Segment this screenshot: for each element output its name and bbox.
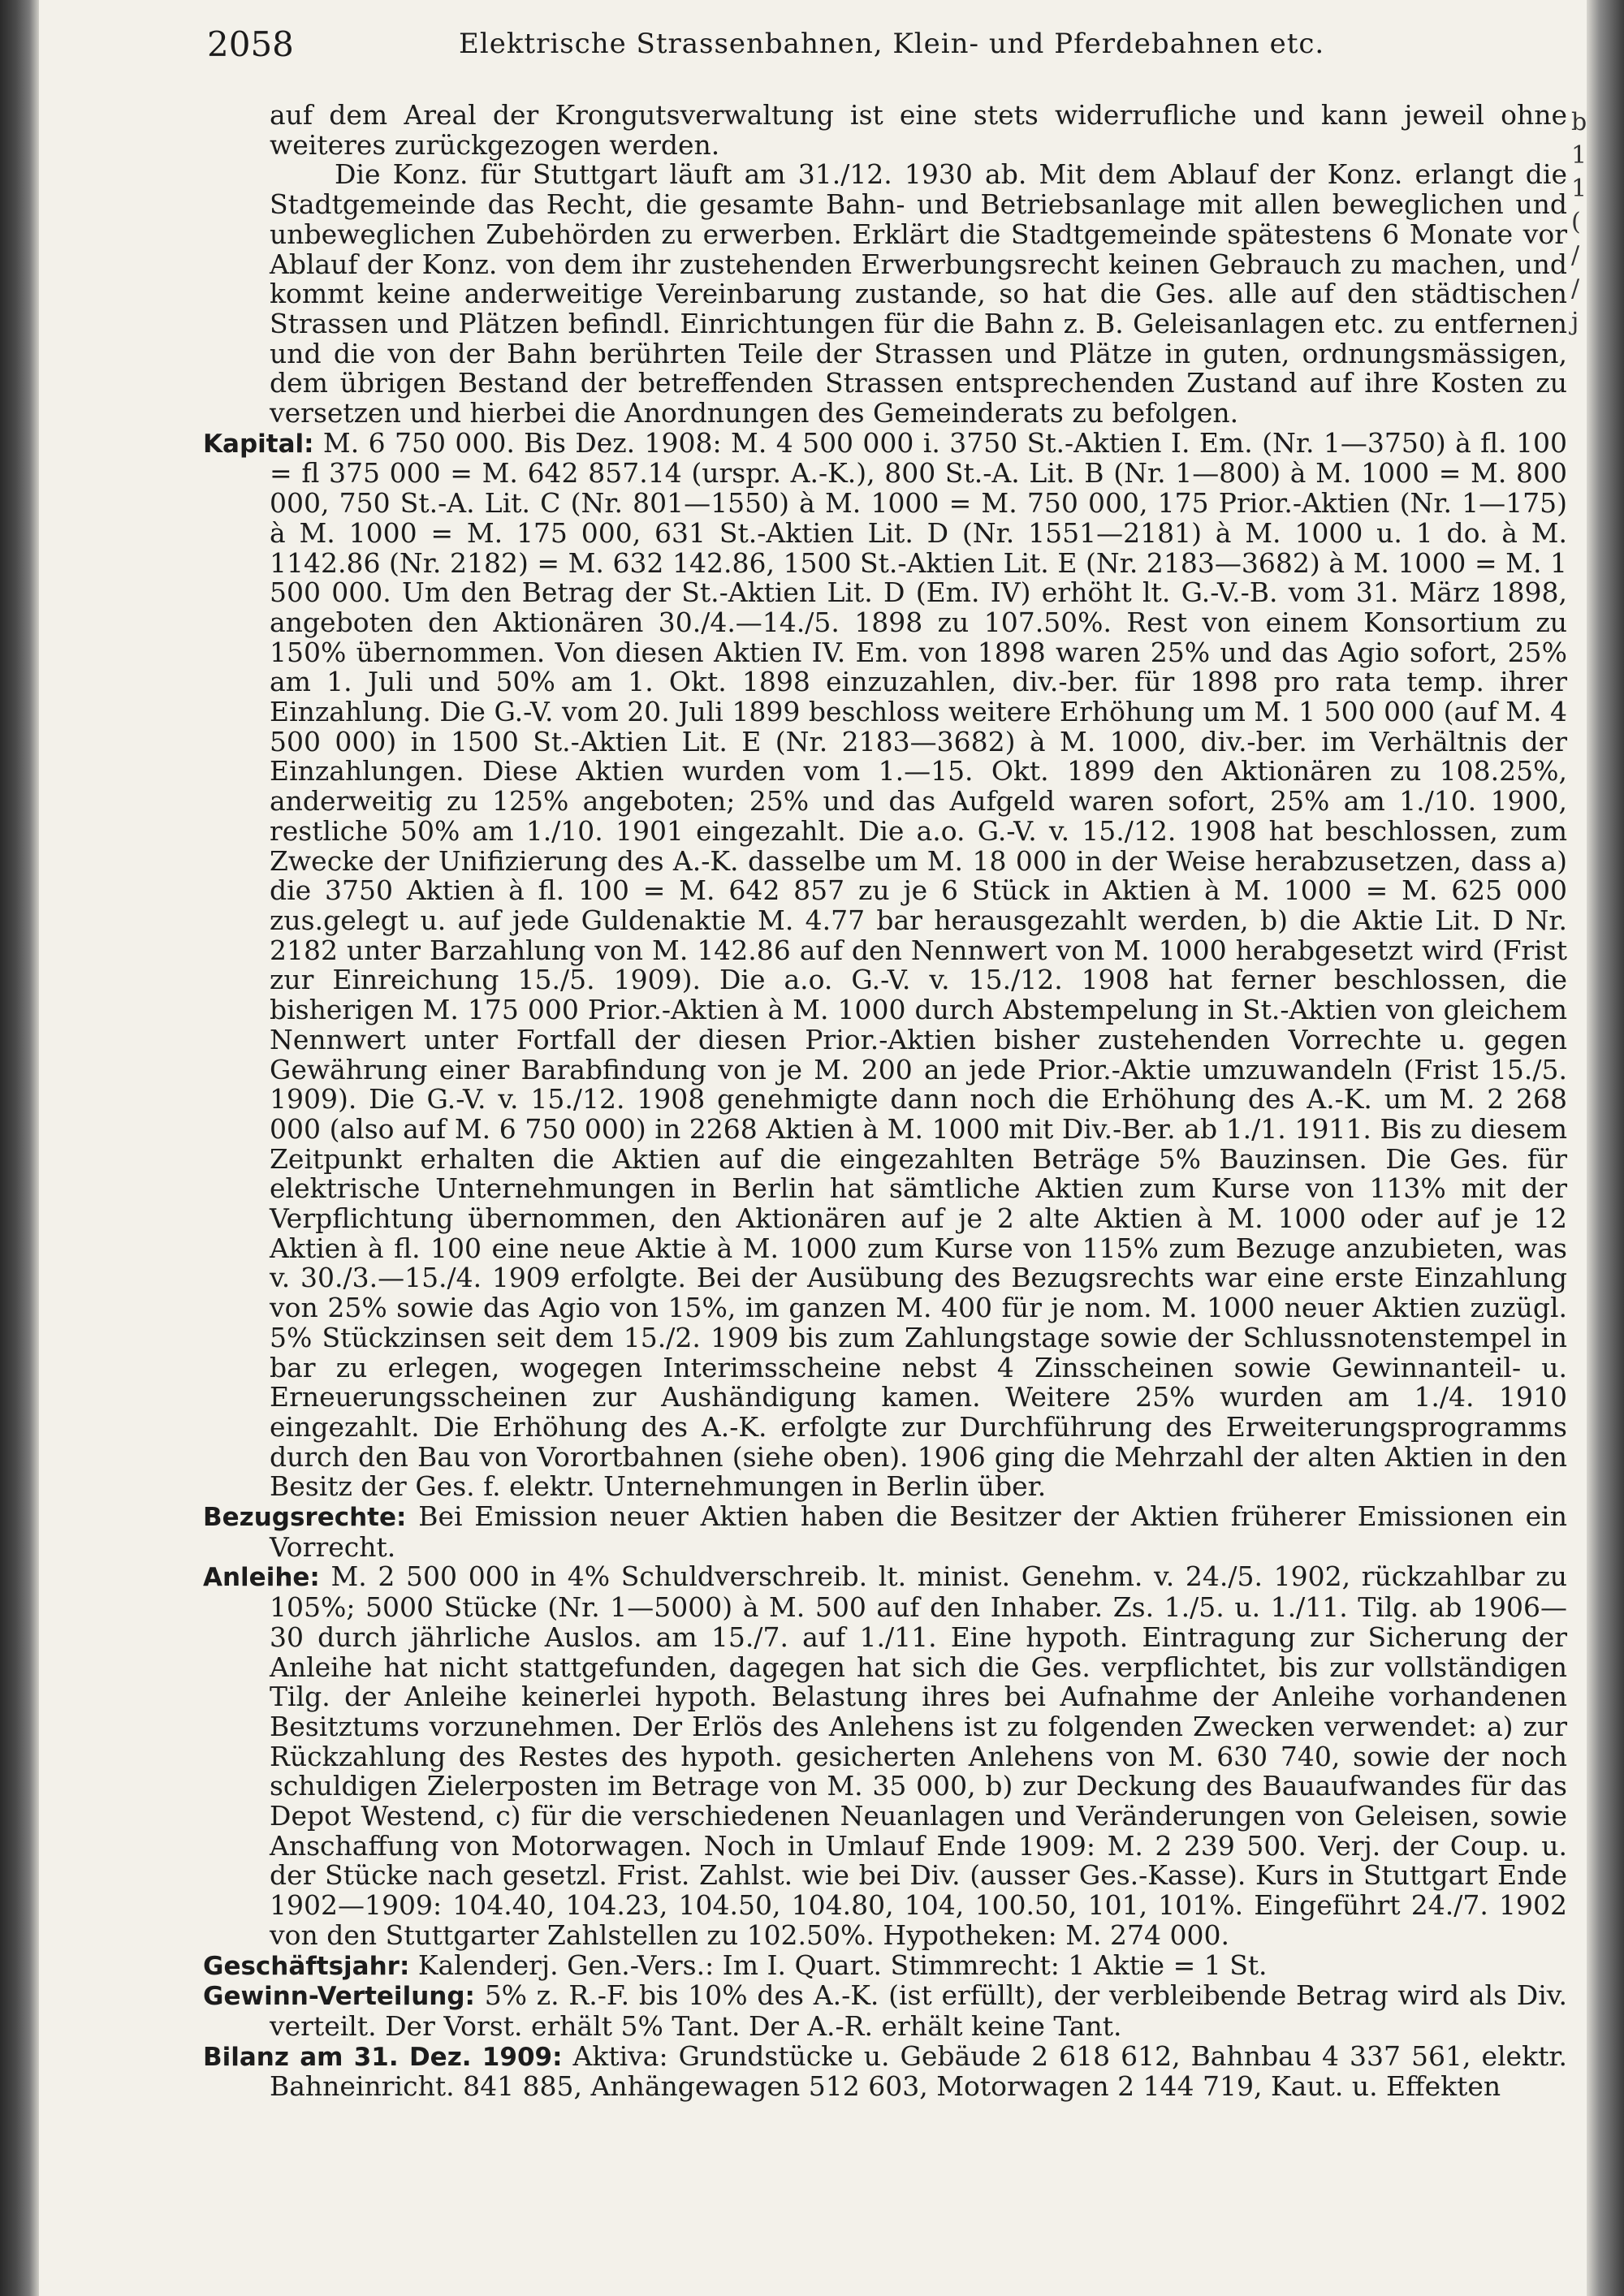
section-bezugsrechte [203, 1502, 1567, 1562]
section-heading: Kapital: [203, 429, 314, 459]
edge-fragment: / [1571, 274, 1580, 303]
section-anleihe [203, 1562, 1567, 1950]
edge-fragment: b [1571, 108, 1587, 136]
section-text: Bei Emission neuer Aktien haben die Besitzer der Aktien früherer Emissionen ein Vorrecht. [270, 1500, 1567, 1563]
edge-fragment: 1 [1571, 175, 1587, 203]
section-text: M. 2 500 000 in 4% Schuldverschreib. lt. minist. Genehm. v. 24./5. 1902, rückzahlbar zu 105%; 5000 Stücke (Nr. 1—5000) à M. 500 auf den Inhaber. Zs. 1./5. u. 1./11. Tilg. ab 1906—30 durch jährliche Auslos. am 15./7. auf 1./11. Eine hypoth. Eintragung zur Sicherung der Anleihe hat nicht stattgefunden, dagegen hat sich die Ges. verpflichtet, bis zur vollständigen Tilg. der Anleihe keinerlei hypoth. Belastung ihres bei Aufnahme der Anleihe vorhandenen Besitztums vorzunehmen. Der Erlös des Anlehens ist zu folgenden Zwecken verwendet: a) zur Rückzahlung des Restes des hypoth. gesicherten Anlehens von M. 630 740, sowie der noch schuldigen Zielerposten im Betrage von M. 35 000, b) zur Deckung des Bauaufwandes für das Depot Westend, c) für die verschiedenen Neuanlagen und Veränderungen von Geleisen, sowie Anschaffung von Motorwagen. Noch in Umlauf Ende 1909: M. 2 239 500. Verj. der Coup. u. der Stücke nach gesetzl. Frist. Zahlst. wie bei Div. (ausser Ges.-Kasse). Kurs in Stuttgart Ende 1902—1909: 104.40, 104.23, 104.50, 104.80, 104, 100.50, 101, 101%. Eingeführt 24./7. 1902 von den Stuttgarter Zahlstellen zu 102.50%. Hypotheken: M. 274 000. [270, 1560, 1567, 1951]
section-text: M. 6 750 000. Bis Dez. 1908: M. 4 500 000 i. 3750 St.-Aktien I. Em. (Nr. 1—3750) à fl. 100 = fl 375 000 = M. 642 857.14 (urspr. A.-K.), 800 St.-A. Lit. B (Nr. 1—800) à M. 1000 = M. 800 000, 750 St.-A. Lit. C (Nr. 801—1550) à M. 1000 = M. 750 000, 175 Prior.-Aktien (Nr. 1—175) à M. 1000 = M. 175 000, 631 St.-Aktien Lit. D (Nr. 1551—2181) à M. 1000 u. 1 do. à M. 1142.86 (Nr. 2182) = M. 632 142.86, 1500 St.-Aktien Lit. E (Nr. 2183—3682) à M. 1000 = M. 1 500 000. Um den Betrag der St.-Aktien Lit. D (Em. IV) erhöht lt. G.-V.-B. vom 31. März 1898, angeboten den Aktionären 30./4.—14./5. 1898 zu 107.50%. Rest von einem Konsortium zu 150% übernommen. Von diesen Aktien IV. Em. von 1898 waren 25% und das Agio sofort, 25% am 1. Juli und 50% am 1. Okt. 1898 einzuzahlen, div.-ber. für 1898 pro rata temp. ihrer Einzahlung. Die G.-V. vom 20. Juli 1899 beschloss weitere Erhöhung um M. 1 500 000 (auf M. 4 500 000) in 1500 St.-Aktien Lit. E (Nr. 2183—3682) à M. 1000, div.-ber. im Verhältnis der Einzahlungen. Diese Aktien wurden vom 1.—15. Okt. 1899 den Aktionären zu 108.25%, anderweitig zu 125% angeboten; 25% und das Aufgeld waren sofort, 25% am 1./10. 1900, restliche 50% am 1./10. 1901 eingezahlt. Die a.o. G.-V. v. 15./12. 1908 hat beschlossen, zum Zwecke der Unifizierung des A.-K. dasselbe um M. 18 000 in der Weise herabzusetzen, dass a) die 3750 Aktien à fl. 100 = M. 642 857 zu je 6 Stück in Aktien à M. 1000 = M. 625 000 zus.gelegt u. auf jede Guldenaktie M. 4.77 bar herausgezahlt werden, b) die Aktie Lit. D Nr. 2182 unter Barzahlung von M. 142.86 auf den Nennwert von M. 1000 herabgesetzt wird (Frist zur Einreichung 15./5. 1909). Die a.o. G.-V. v. 15./12. 1908 hat ferner beschlossen, die bisherigen M. 175 000 Prior.-Aktien à M. 1000 durch Abstempelung in St.-Aktien von gleichem Nennwert unter Fortfall der diesen Prior.-Aktien bisher zustehenden Vorrechte u. gegen Gewährung einer Barabfindung von je M. 200 an jede Prior.-Aktie umzuwandeln (Frist 15./5. 1909). Die G.-V. v. 15./12. 1908 genehmigte dann noch die Erhöhung des A.-K. um M. 2 268 000 (also auf M. 6 750 000) in 2268 Aktien à M. 1000 mit Div.-Ber. ab 1./1. 1911. Bis zu diesem Zeitpunkt erhalten die Aktien auf die eingezahlten Beträge 5% Bauzinsen. Die Ges. für elektrische Unternehmungen in Berlin hat sämtliche Aktien zum Kurse von 113% mit der Verpflichtung übernommen, den Aktionären auf je 2 alte Aktien à M. 1000 oder auf je 12 Aktien à fl. 100 eine neue Aktie à M. 1000 zum Kurse von 115% zum Bezuge anzubieten, was v. 30./3.—15./4. 1909 erfolgte. Bei der Ausübung des Bezugsrechts war eine erste Einzahlung von 25% sowie das Agio von 15%, im ganzen M. 400 für je nom. M. 1000 neuer Aktien zuzügl. 5% Stückzinsen seit dem 15./2. 1909 bis zum Zahlungstage sowie der Schlussnotenstempel in bar zu erlegen, wogegen Interimsscheine nebst 4 Zinsscheinen sowie Gewinnanteil- u. Erneuerungsscheinen zur Aushändigung kamen. Weitere 25% wurden am 1./4. 1910 eingezahlt. Die Erhöhung des A.-K. erfolgte zur Durchführung des Erweiterungsprogramms durch den Bau von Vorortbahnen (siehe oben). 1906 ging die Mehrzahl der alten Aktien in den Besitz der Ges. f. elektr. Unternehmungen in Berlin über. [270, 426, 1567, 1503]
section-gewinn-verteilung [203, 1981, 1567, 2041]
paragraph-text: Die Konz. für Stuttgart läuft am 31./12. 1930 ab. Mit dem Ablauf der Konz. erlangt die Stadtgemeinde das Recht, die gesamte Bahn- und Betriebsanlage mit allen beweglichen und unbeweglichen Zubehörden zu erwerben. Erklärt die Stadtgemeinde spätestens 6 Monate vor Ablauf der Konz. von dem ihr zustehenden Erwerbungsrecht keinen Gebrauch zu machen, und kommt keine anderweitige Vereinbarung zustande, so hat die Ges. alle auf den städtischen Strassen und Plätzen befindl. Einrichtungen für die Bahn z. B. Geleisanlagen etc. zu entfernen und die von der Bahn berührten Teile der Strassen und Plätze in guten, ordnungsmässigen, dem übrigen Bestand der betreffenden Strassen entsprechenden Zustand auf ihre Kosten zu versetzen und hierbei die Anordnungen des Gemeinderats zu befolgen. [270, 158, 1567, 429]
section-bilanz [203, 2039, 1567, 2103]
paragraph-text: auf dem Areal der Krongutsverwaltung ist eine stets widerrufliche und kann jeweil ohne weiteres zurückgezogen werden. [270, 99, 1567, 161]
paragraph-continuation [203, 101, 1567, 160]
section-geschaeftsjahr [203, 1951, 1567, 1982]
binding-gutter [0, 0, 39, 2296]
page-header [207, 24, 1571, 73]
edge-fragment: / [1571, 241, 1580, 270]
paragraph-concession [203, 160, 1567, 428]
page-edge-shadow [1587, 0, 1624, 2296]
adjacent-page-fragments [1571, 106, 1591, 339]
section-text: 5% z. R.-F. bis 10% des A.-K. (ist erfüllt), der verbleibende Betrag wird als Div. verteilt. Der Vorst. erhält 5% Tant. Der A.-R. erhält keine Tant. [270, 1979, 1567, 2042]
edge-fragment: j [1571, 308, 1579, 336]
section-heading: Bilanz am 31. Dez. 1909: [203, 2042, 563, 2072]
section-text: Aktiva: Grundstücke u. Gebäude 2 618 612, Bahnbau 4 337 561, elektr. Bahneinricht. 841 885, Anhängewagen 512 603, Motorwagen 2 144 719, Kaut. u. Effekten [270, 2039, 1567, 2103]
section-heading: Bezugsrechte: [203, 1503, 407, 1533]
section-heading: Anleihe: [203, 1563, 320, 1593]
section-heading: Gewinn-Verteilung: [203, 1982, 475, 2012]
running-title: Elektrische Strassenbahnen, Klein- und Pferdebahnen etc. [459, 28, 1325, 60]
section-kapital [203, 426, 1567, 1503]
edge-fragment: ( [1571, 208, 1581, 236]
section-heading: Geschäftsjahr: [203, 1951, 410, 1981]
page-number: 2058 [207, 24, 294, 64]
document-body [203, 101, 1567, 2102]
section-text: Kalenderj. Gen.-Vers.: Im I. Quart. Stimmrecht: 1 Aktie = 1 St. [417, 1949, 1268, 1981]
edge-fragment: 1 [1571, 141, 1587, 170]
